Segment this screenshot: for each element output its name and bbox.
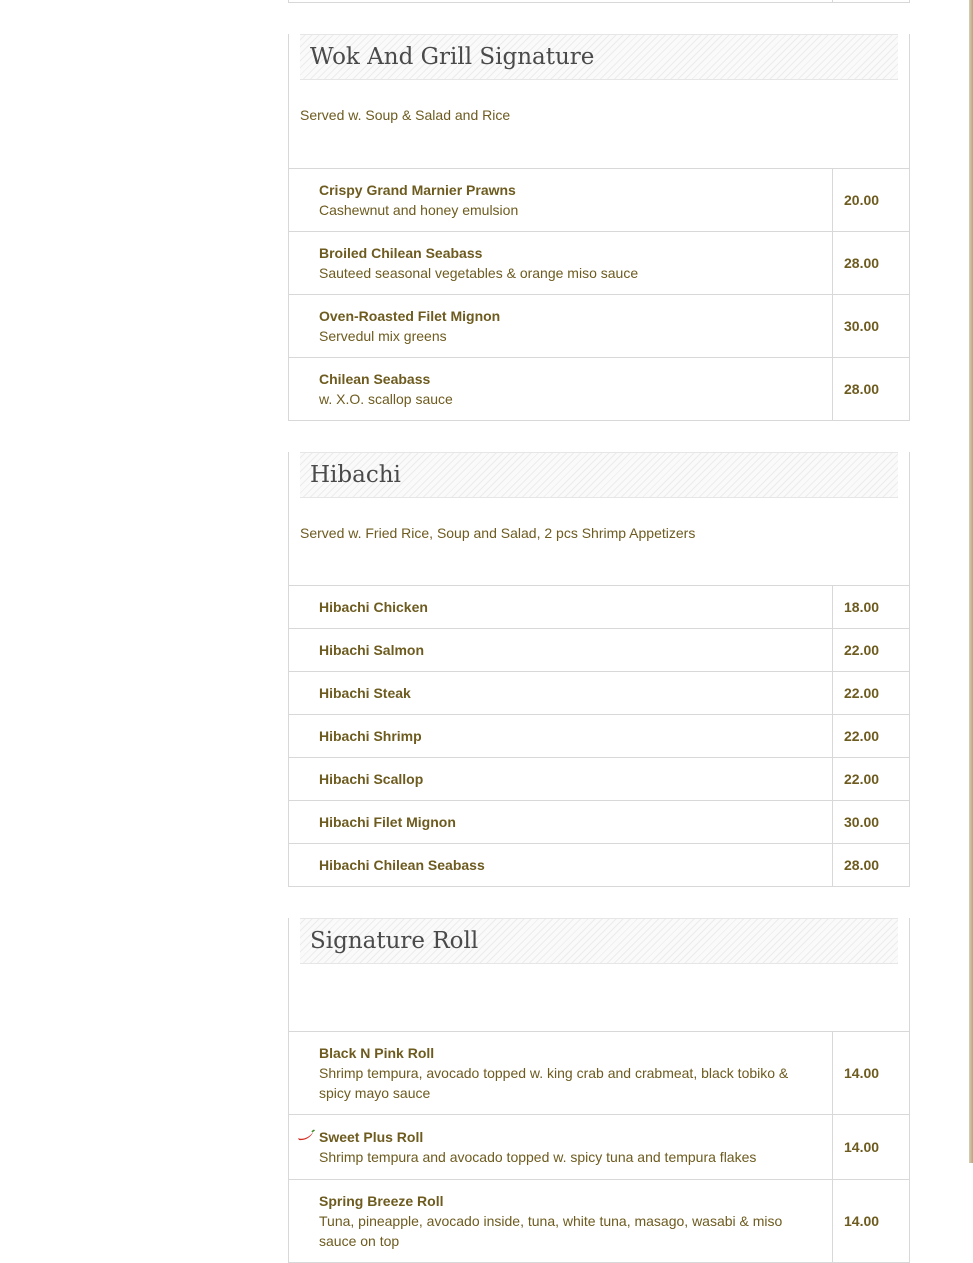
menu-item-desc: Cashewnut and honey emulsion xyxy=(319,202,519,218)
menu-item-row xyxy=(288,169,910,232)
menu-item-name: Hibachi Scallop xyxy=(319,771,424,787)
menu-item-name: Crispy Grand Marnier Prawns xyxy=(319,182,516,198)
menu-item-row xyxy=(288,1032,910,1115)
menu-item-info xyxy=(289,844,833,886)
menu-item-desc: Sauteed seasonal vegetables & orange miso sauce xyxy=(319,265,639,281)
menu-item-name: Hibachi Steak xyxy=(319,685,411,701)
menu-item-name: Black N Pink Roll xyxy=(319,1045,435,1061)
menu-item-name: Spring Breeze Roll xyxy=(319,1193,444,1209)
chili-pepper-icon xyxy=(297,1129,315,1141)
menu-item-row xyxy=(288,715,910,758)
section-note: Served w. Soup & Salad and Rice xyxy=(300,107,511,123)
menu-item-info xyxy=(289,295,833,357)
menu-item-price: 18.00 xyxy=(844,599,880,615)
menu-item-price: 20.00 xyxy=(844,192,880,208)
menu-item-price: 22.00 xyxy=(844,642,880,658)
menu-item-row xyxy=(288,1115,910,1180)
previous-row-bottom xyxy=(288,0,910,3)
menu-item-price: 22.00 xyxy=(844,685,880,701)
section-wok-and-grill xyxy=(288,34,910,169)
menu-item-row xyxy=(288,758,910,801)
section-title: Signature Roll xyxy=(300,918,898,964)
menu-item-row xyxy=(288,295,910,358)
menu-item-info xyxy=(289,586,833,628)
menu-item-name: Hibachi Shrimp xyxy=(319,728,422,744)
menu-item-row xyxy=(288,672,910,715)
menu-item-name: Sweet Plus Roll xyxy=(319,1129,424,1145)
menu-item-price: 14.00 xyxy=(844,1139,880,1155)
menu-item-price: 28.00 xyxy=(844,255,880,271)
menu-item-name: Hibachi Chicken xyxy=(319,599,428,615)
menu-item-price: 30.00 xyxy=(844,318,880,334)
menu-item-price: 22.00 xyxy=(844,728,880,744)
menu-table xyxy=(288,0,910,1263)
menu-item-info xyxy=(289,672,833,714)
menu-item-info xyxy=(289,629,833,671)
menu-item-price: 14.00 xyxy=(844,1213,880,1229)
section-title: Hibachi xyxy=(300,452,898,498)
menu-item-name: Oven-Roasted Filet Mignon xyxy=(319,308,501,324)
menu-item-row xyxy=(288,801,910,844)
section-signature-roll xyxy=(288,918,910,1032)
menu-item-price: 22.00 xyxy=(844,771,880,787)
menu-item-name: Hibachi Salmon xyxy=(319,642,425,658)
section-hibachi xyxy=(288,452,910,586)
menu-item-row xyxy=(288,232,910,295)
page-edge-border xyxy=(969,0,973,1163)
menu-item-row xyxy=(288,586,910,629)
menu-item-row xyxy=(288,844,910,887)
menu-item-row xyxy=(288,1180,910,1263)
menu-item-price: 28.00 xyxy=(844,381,880,397)
menu-item-desc: Servedul mix greens xyxy=(319,328,447,344)
menu-item-info xyxy=(289,1180,833,1262)
menu-item-info xyxy=(289,358,833,420)
menu-item-name: Chilean Seabass xyxy=(319,371,431,387)
section-title: Wok And Grill Signature xyxy=(300,34,898,80)
menu-item-info xyxy=(289,1032,833,1114)
section-note: Served w. Fried Rice, Soup and Salad, 2 pcs Shrimp Appetizers xyxy=(300,525,696,541)
menu-item-desc: Tuna, pineapple, avocado inside, tuna, white tuna, masago, wasabi & miso sauce on top xyxy=(319,1213,783,1249)
menu-item-price: 30.00 xyxy=(844,814,880,830)
menu-item-name: Hibachi Chilean Seabass xyxy=(319,857,485,873)
menu-item-info xyxy=(289,715,833,757)
menu-item-name: Broiled Chilean Seabass xyxy=(319,245,483,261)
menu-item-desc: w. X.O. scallop sauce xyxy=(319,391,453,407)
menu-item-info xyxy=(289,1115,833,1179)
menu-item-info xyxy=(289,232,833,294)
menu-item-name: Hibachi Filet Mignon xyxy=(319,814,456,830)
menu-item-info xyxy=(289,801,833,843)
menu-item-desc: Shrimp tempura, avocado topped w. king crab and crabmeat, black tobiko & spicy mayo sauce xyxy=(319,1065,789,1101)
menu-item-price: 28.00 xyxy=(844,857,880,873)
menu-item-row xyxy=(288,629,910,672)
menu-item-info xyxy=(289,169,833,231)
menu-item-desc: Shrimp tempura and avocado topped w. spicy tuna and tempura flakes xyxy=(319,1149,757,1165)
menu-item-info xyxy=(289,758,833,800)
menu-item-row xyxy=(288,358,910,421)
menu-item-price: 14.00 xyxy=(844,1065,880,1081)
